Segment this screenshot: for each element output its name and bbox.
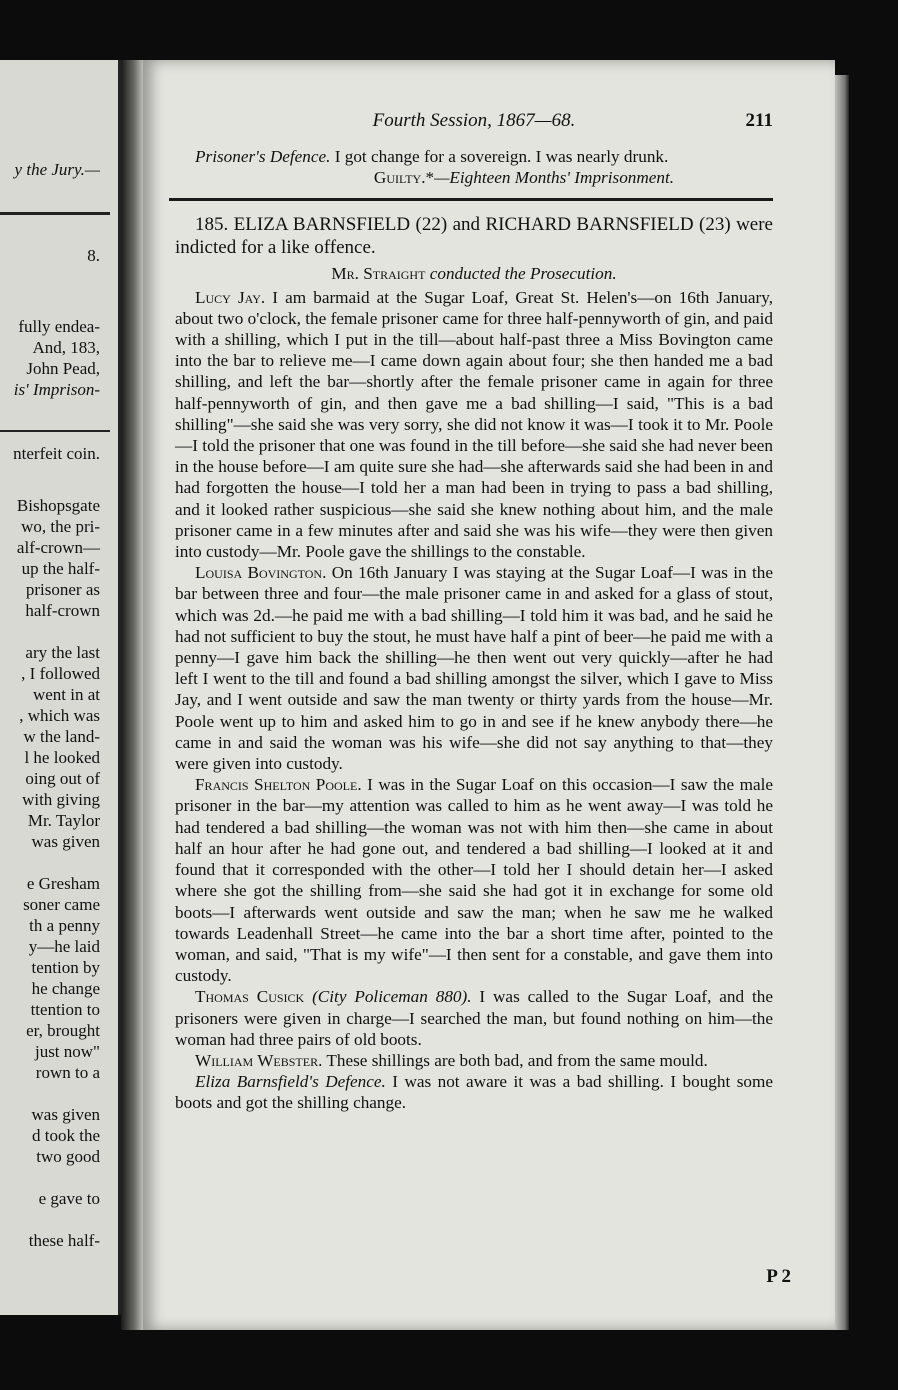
left-page-line: was given [31,832,100,851]
page-body [175,110,773,1114]
page-edge [835,75,849,1330]
prior-case-defence [175,146,773,167]
testimony-text: These shillings are both bad, and from the same mould. [322,1050,708,1070]
witness-name: Thomas Cusick [195,987,305,1007]
left-page-line: ary the last [25,643,100,662]
left-page-line: fully endea- [18,317,100,336]
sentence-text: —Eighteen Months' Imprisonment. [434,168,675,188]
testimony-paragraph [175,562,773,774]
prosecutor-name: Mr. Straight [331,264,426,284]
running-header [175,110,773,136]
left-page-line: half-crown [25,601,100,620]
witness-qualifier: (City Policeman 880). [304,987,472,1007]
book-gutter [121,60,143,1330]
defence-label: Prisoner's Defence. [195,147,331,166]
left-page-line: ttention to [30,1000,100,1019]
left-page-line: just now" [34,1042,100,1061]
left-page-line: up the half- [21,559,100,578]
left-page-line: e Gresham [26,874,100,893]
left-page-line: prisoner as [25,580,100,599]
left-page-line: went in at [32,685,100,704]
prosecution-line [175,263,773,284]
defence-label: Eliza Barnsfield's Defence. [195,1072,386,1092]
left-page-line: John Pead, [26,359,100,378]
signature-mark: P 2 [766,1266,791,1287]
left-page-line: d took the [32,1126,100,1145]
witness-name: Lucy Jay. [195,287,266,307]
left-page-line: alf-crown— [16,538,100,557]
left-page-line: rown to a [35,1063,100,1082]
left-page-line: oing out of [25,769,100,788]
left-page-line: with giving [22,790,100,809]
left-page-line: y the Jury.— [14,160,100,179]
testimony-paragraph [175,774,773,986]
witness-name: William Webster. [195,1050,323,1070]
page-number: 211 [745,110,773,131]
left-page-rule [0,212,110,215]
defence-text: I was not aware it was a bad shilling. I bought some boots and got the shilling change. [175,1072,774,1113]
left-page-line: was given [31,1105,100,1124]
testimony-text: I was called to the Sugar Loaf, and the prisoners were given in charge—I searched the man, but found nothing on him—the woman had three pairs of old boots. [175,987,773,1049]
left-page-line: these half- [28,1231,100,1250]
testimony-text: I am barmaid at the Sugar Loaf, Great St. Helen's—on 16th January, about two o'clock, the female prisoner came for three half-pennyworth of gin, and paid with a shilling, which I put in the till—about half-past three a Miss Bovington came into the bar to relieve me—I came down again about four; she then handed me a bad shilling, and left the bar—shortly after the female prisoner came in again for three half-pennyworth of gin, and then gave me a bad shilling—I said, "This is a bad shilling"—she said she was very sorry, she did not know it was—I took it to Mr. Poole—I told the prisoner that one was found in the till before—she said she had never been in the house before—I am quite sure she had—she afterwards said she had been in and had forgotten the house—I told her a man had been in trying to pass a bad shilling, and it looked rather suspicious—she said she knew nothing about him, and the male prisoner came in a few minutes after and said she was his wife—they were then given into custody—Mr. Poole gave the shillings to the constable. [175,287,773,562]
section-rule [169,198,773,201]
witness-name: Louisa Bovington. [195,563,327,583]
left-page-line: And, 183, [32,338,100,357]
left-page-line: he change [31,979,100,998]
prior-case-verdict [175,167,773,188]
left-page-line: th a penny [29,916,100,935]
case-title: 185. ELIZA BARNSFIELD (22) and RICHARD BARNSFIELD (23) were indicted for a like offence. [175,214,773,259]
left-page-line: , which was [19,706,100,725]
left-page-line: e gave to [38,1189,100,1208]
left-page-rule [0,430,110,432]
left-page-line: y—he laid [28,937,100,956]
left-page-line: l he looked [24,748,100,767]
witness-name: Francis Shelton Poole. [195,775,362,795]
left-page-line: Mr. Taylor [27,811,100,830]
left-page-line: two good [36,1147,100,1166]
prisoner-defence [175,1071,773,1113]
testimony-paragraph [175,986,773,1050]
verdict-label: Guilty.* [373,168,435,188]
left-page-line: is' Imprison- [13,380,100,399]
testimony-text: I was in the Sugar Loaf on this occasion—I saw the male prisoner in the bar—my attention was called to him as he went away—I was told he had tendered a bad shilling—the woman was not with him then—she came in about half an hour after he had gone out, and tendered a bad shilling—I looked at it and found that it corresponded with the other—I told her I should detain her—I asked where she got the shilling from—she said she had got it in exchange for some old boots—I afterwards went outside and saw the man; when he saw me he walked towards Leadenhall Street—he came into the bar a short time after, pointed to the woman, and said, "That is my wife"—I then sent for a constable, and gave them into custody. [175,775,773,986]
left-page-line: Bishopsgate [16,496,100,515]
testimony-paragraph [175,287,773,563]
testimony-paragraph [175,1050,773,1071]
left-page-line: soner came [23,895,100,914]
left-page-line: 8. [87,246,100,265]
left-page-line: er, brought [26,1021,100,1040]
testimony-text: On 16th January I was staying at the Sugar Loaf—I was in the bar between three and four—the male prisoner came in and asked for a glass of stout, which was 2d.—he paid me with a bad shilling—I told him it was bad, and he said he had not sufficient to buy the stout, he must have half a pint of beer—he paid me with a penny—I gave him back the shilling—he then went out very quickly—after he had left I went to the till and found a bad shilling amongst the silver, which I gave to Miss Jay, and I went outside and saw the man twenty or thirty yards from the house—Mr. Poole went up to him and asked him to go in and see if he knew anybody there—he came in and said the woman was his wife—she did not say anything to that—they were given into custody. [175,563,773,774]
left-page-line: , I followed [21,664,100,683]
prosecution-text: conducted the Prosecution. [425,264,617,284]
left-facing-page [0,60,121,1315]
main-page [143,60,835,1330]
defence-text: I got change for a sovereign. I was nearly drunk. [330,147,669,166]
left-page-line: w the land- [23,727,100,746]
left-page-line: tention by [31,958,100,977]
left-page-line: wo, the pri- [21,517,100,536]
running-title: Fourth Session, 1867—68. [372,110,576,131]
left-page-line: nterfeit coin. [13,444,100,463]
